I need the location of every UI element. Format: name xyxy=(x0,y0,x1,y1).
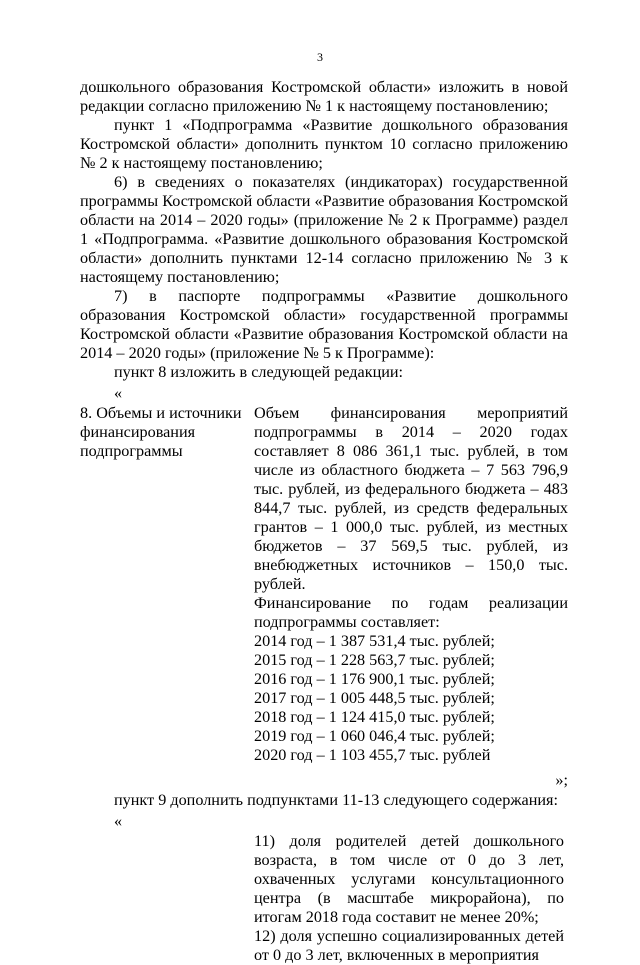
passport-table xyxy=(80,404,568,765)
quote-open-mark-2: « xyxy=(114,812,123,830)
paragraph-1: дошкольного образования Костромской области» изложить в новой редакции согласно приложению № 1 к настоящему постановлению; xyxy=(80,78,568,115)
year-line-2016: 2016 год – 1 176 900,1 тыс. рублей; xyxy=(254,670,495,688)
funding-volume-text: Объем финансирования мероприятий подпрограммы в 2014 – 2020 годах составляет 8 086 361,1 тыс. рублей, в том числе из областного бюджета – 7 563 796,9 тыс. рублей, из федерального бюджета – 483 844,7 тыс. рублей, из средств федеральных грантов – 1 000,0 тыс. рублей, из местных бюджетов – 37 569,5 тыс. рублей, из внебюджетных источников – 150,0 тыс. рублей. xyxy=(254,404,568,593)
subitem-11: 11) доля родителей детей дошкольного возраста, в том числе от 0 до 3 лет, охваченных услугами консультационного центра (в масштабе микрорайона), по итогам 2018 года составит не менее 20%; xyxy=(254,832,564,926)
table-left-cell xyxy=(80,404,254,765)
paragraph-4: 7) в паспорте подпрограммы «Развитие дошкольного образования Костромской области» государственной программы Костромской области «Развитие образования Костромской области на 2014 – 2020 годы» (приложение № 5 к Программе): xyxy=(80,287,568,362)
paragraph-3: 6) в сведениях о показателях (индикаторах) государственной программы Костромской области «Развитие образования Костромской области на 2014 – 2020 годы» (приложение № 2 к Программе) раздел 1 «Подпрограмма. «Развитие дошкольного образования Костромской области» дополнить пунктами 12-14 согласно приложению № 3 к настоящему постановлению; xyxy=(80,173,568,286)
quote-close-mark: »; xyxy=(555,771,568,789)
year-line-2015: 2015 год – 1 228 563,7 тыс. рублей; xyxy=(254,651,495,669)
page-number: 3 xyxy=(317,50,323,64)
table-right-cell xyxy=(254,404,568,765)
paragraph-6: пункт 9 дополнить подпунктами 11-13 следующего содержания: xyxy=(114,791,558,809)
document-body xyxy=(80,78,568,965)
funding-by-year-intro: Финансирование по годам реализации подпрограммы составляет: xyxy=(254,594,568,631)
paragraph-5: пункт 8 изложить в следующей редакции: xyxy=(114,363,404,381)
year-line-2018: 2018 год – 1 124 415,0 тыс. рублей; xyxy=(254,708,495,726)
subitems-block xyxy=(254,832,564,965)
table-left-label: 8. Объемы и источники финансирования подпрограммы xyxy=(80,404,242,460)
paragraph-2: пункт 1 «Подпрограмма «Развитие дошкольного образования Костромской области» дополнить пунктом 10 согласно приложению № 2 к настоящему постановлению; xyxy=(80,116,568,172)
year-line-2019: 2019 год – 1 060 046,4 тыс. рублей; xyxy=(254,727,495,745)
year-line-2020: 2020 год – 1 103 455,7 тыс. рублей xyxy=(254,746,491,764)
year-line-2017: 2017 год – 1 005 448,5 тыс. рублей; xyxy=(254,689,495,707)
year-line-2014: 2014 год – 1 387 531,4 тыс. рублей; xyxy=(254,632,495,650)
quote-open-mark: « xyxy=(114,384,123,402)
subitem-12: 12) доля успешно социализированных детей от 0 до 3 лет, включенных в мероприятия xyxy=(254,927,564,964)
